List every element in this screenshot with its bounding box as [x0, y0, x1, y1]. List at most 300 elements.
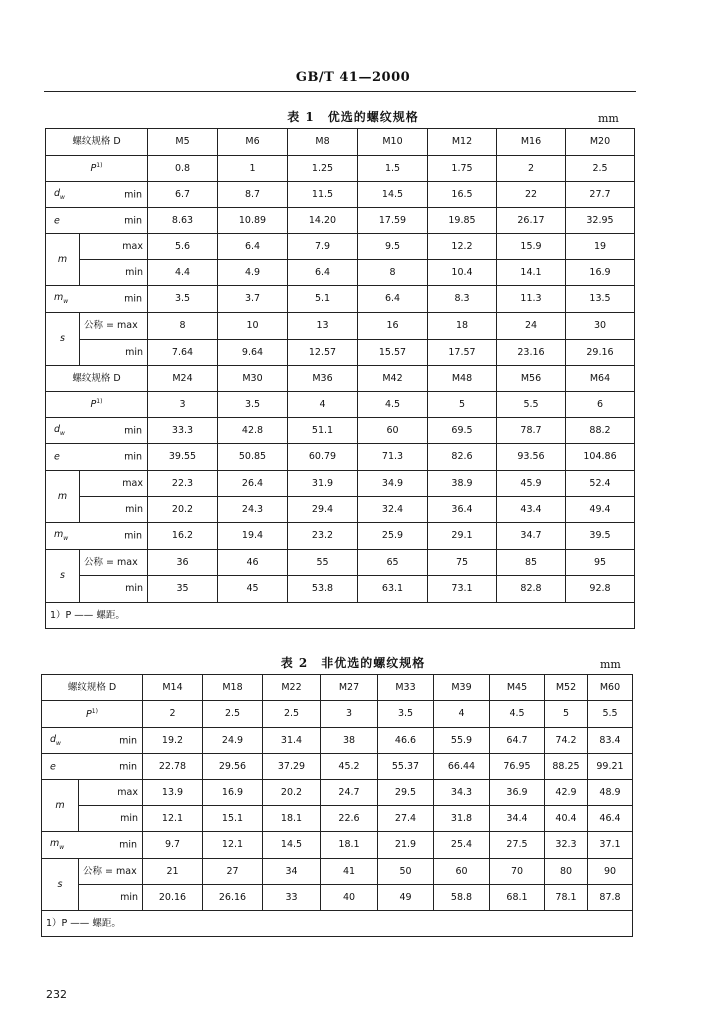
m-max-cell: 22.3: [148, 471, 218, 497]
dw-min-cell: 55.9: [434, 728, 490, 754]
m-label: [46, 234, 80, 286]
s-max-cell: 65: [358, 550, 428, 576]
size-cell: M12: [428, 129, 497, 156]
min-label: min: [119, 734, 137, 746]
size-cell: M64: [566, 366, 635, 392]
e-min-cell: 66.44: [434, 754, 490, 780]
table2: [41, 674, 633, 937]
size-cell: M10: [358, 129, 428, 156]
header-rule: [44, 91, 636, 92]
e-min-cell: 32.95: [566, 208, 635, 234]
dw-min-cell: 42.8: [218, 418, 288, 444]
m-min-cell: 14.1: [497, 260, 566, 286]
thread-spec-label: 螺纹规格 D: [42, 675, 143, 701]
size-cell: M6: [218, 129, 288, 156]
s-min-cell: 53.8: [288, 576, 358, 603]
m-min-cell: 12.1: [143, 806, 203, 832]
s-max-cell: 80: [545, 859, 588, 885]
m-min-cell: 49.4: [566, 497, 635, 523]
table1-unit: mm: [598, 112, 619, 125]
mw-min-cell: 11.3: [497, 286, 566, 313]
dw-symbol: [50, 735, 61, 747]
s-min-row: [42, 885, 633, 911]
dw-min-cell: 83.4: [588, 728, 633, 754]
min-label: min: [80, 497, 148, 523]
s-max-cell: 27: [203, 859, 263, 885]
m-max-cell: 13.9: [143, 780, 203, 806]
m-min-cell: 24.3: [218, 497, 288, 523]
max-label: max: [79, 780, 143, 806]
dw-label: [46, 182, 148, 208]
mw-letter: m: [54, 292, 64, 304]
s-min-cell: 68.1: [490, 885, 545, 911]
dw-min-cell: 60: [358, 418, 428, 444]
table2-title: 表 2 非优选的螺纹规格: [280, 656, 426, 670]
m-max-cell: 48.9: [588, 780, 633, 806]
s-max-cell: 95: [566, 550, 635, 576]
dw-subscript: w: [60, 429, 65, 437]
size-cell: M5: [148, 129, 218, 156]
dw-min-cell: 22: [497, 182, 566, 208]
s-label: [46, 313, 80, 366]
pitch-cell: 5.5: [588, 701, 633, 728]
dw-min-cell: 11.5: [288, 182, 358, 208]
mw-min-cell: 18.1: [321, 832, 378, 859]
s-symbol: s: [60, 333, 65, 345]
m-min-cell: 27.4: [378, 806, 434, 832]
mw-min-cell: 39.5: [566, 523, 635, 550]
dw-min-cell: 69.5: [428, 418, 497, 444]
m-max-cell: 31.9: [288, 471, 358, 497]
s-min-cell: 82.8: [497, 576, 566, 603]
m-symbol: m: [57, 253, 68, 265]
s-max-cell: 21: [143, 859, 203, 885]
mw-symbol: [50, 839, 64, 851]
nominal-max-label: 公称 = max: [80, 550, 148, 576]
pitch-cell: 3.5: [378, 701, 434, 728]
e-min-cell: 26.17: [497, 208, 566, 234]
pitch-cell: 1: [218, 156, 288, 182]
size-cell: M36: [288, 366, 358, 392]
dw-min-cell: 51.1: [288, 418, 358, 444]
mw-min-cell: 6.4: [358, 286, 428, 313]
s-label: [42, 859, 79, 911]
s-max-cell: 75: [428, 550, 497, 576]
m-min-cell: 4.4: [148, 260, 218, 286]
mw-row: [42, 832, 633, 859]
s-max-cell: 85: [497, 550, 566, 576]
dw-subscript: w: [56, 739, 61, 747]
size-cell: M27: [321, 675, 378, 701]
header-row: [46, 366, 635, 392]
dw-symbol: [54, 425, 65, 437]
m-label: [46, 471, 80, 523]
pitch-row: [46, 392, 635, 418]
thread-spec-label: 螺纹规格 D: [46, 366, 148, 392]
size-cell: M16: [497, 129, 566, 156]
mw-min-cell: 25.9: [358, 523, 428, 550]
m-max-cell: 45.9: [497, 471, 566, 497]
s-min-cell: 20.16: [143, 885, 203, 911]
mw-symbol: [54, 530, 68, 542]
s-max-cell: 8: [148, 313, 218, 340]
e-min-cell: 99.21: [588, 754, 633, 780]
m-min-cell: 29.4: [288, 497, 358, 523]
dw-row: [46, 182, 635, 208]
mw-subscript: w: [63, 297, 69, 305]
page-number: 232: [46, 988, 67, 1001]
s-max-cell: 55: [288, 550, 358, 576]
s-min-cell: 63.1: [358, 576, 428, 603]
size-cell: M8: [288, 129, 358, 156]
s-min-cell: 12.57: [288, 340, 358, 366]
s-min-cell: 49: [378, 885, 434, 911]
s-min-cell: 87.8: [588, 885, 633, 911]
e-min-cell: 45.2: [321, 754, 378, 780]
min-label: min: [124, 293, 142, 305]
s-max-cell: 90: [588, 859, 633, 885]
dw-min-cell: 27.7: [566, 182, 635, 208]
size-cell: M33: [378, 675, 434, 701]
mw-min-cell: 3.5: [148, 286, 218, 313]
s-min-cell: 15.57: [358, 340, 428, 366]
min-label: min: [124, 188, 142, 200]
mw-min-cell: 9.7: [143, 832, 203, 859]
size-cell: M56: [497, 366, 566, 392]
pitch-cell: 5: [545, 701, 588, 728]
min-label: min: [79, 806, 143, 832]
standard-header: GB/T 41—2000: [295, 70, 411, 85]
mw-min-cell: 25.4: [434, 832, 490, 859]
s-max-cell: 16: [358, 313, 428, 340]
dw-row: [46, 418, 635, 444]
m-max-cell: 29.5: [378, 780, 434, 806]
m-symbol: m: [55, 799, 65, 811]
s-min-cell: 26.16: [203, 885, 263, 911]
mw-min-cell: 27.5: [490, 832, 545, 859]
table1: [45, 128, 635, 629]
dw-min-cell: 64.7: [490, 728, 545, 754]
e-min-cell: 14.20: [288, 208, 358, 234]
pitch-cell: 4.5: [358, 392, 428, 418]
m-min-cell: 16.9: [566, 260, 635, 286]
e-label: [46, 208, 148, 234]
mw-min-cell: 32.3: [545, 832, 588, 859]
size-cell: M52: [545, 675, 588, 701]
s-symbol: s: [57, 878, 63, 890]
s-min-cell: 45: [218, 576, 288, 603]
dw-label: [42, 728, 143, 754]
mw-min-cell: 23.2: [288, 523, 358, 550]
s-max-row: [46, 550, 635, 576]
dw-letter: d: [50, 733, 57, 745]
pitch-cell: 1.5: [358, 156, 428, 182]
dw-min-cell: 88.2: [566, 418, 635, 444]
m-min-cell: 34.4: [490, 806, 545, 832]
m-max-cell: 19: [566, 234, 635, 260]
e-min-cell: 104.86: [566, 444, 635, 471]
pitch-cell: 2: [143, 701, 203, 728]
dw-min-cell: 14.5: [358, 182, 428, 208]
nominal-max-label: 公称 = max: [79, 859, 143, 885]
footnote: 1）P —— 螺距。: [46, 603, 635, 629]
m-min-row: [46, 497, 635, 523]
max-label: max: [80, 471, 148, 497]
m-min-row: [46, 260, 635, 286]
size-cell: M60: [588, 675, 633, 701]
m-min-cell: 36.4: [428, 497, 497, 523]
size-cell: M30: [218, 366, 288, 392]
m-min-cell: 8: [358, 260, 428, 286]
size-cell: M39: [434, 675, 490, 701]
min-label: min: [80, 576, 148, 603]
min-label: min: [80, 260, 148, 286]
mw-label: [42, 832, 143, 859]
dw-min-cell: 31.4: [263, 728, 321, 754]
m-min-cell: 46.4: [588, 806, 633, 832]
dw-row: [42, 728, 633, 754]
footnote: 1）P —— 螺距。: [42, 911, 633, 937]
e-min-cell: 10.89: [218, 208, 288, 234]
m-max-cell: 9.5: [358, 234, 428, 260]
s-min-cell: 73.1: [428, 576, 497, 603]
s-min-cell: 92.8: [566, 576, 635, 603]
mw-min-cell: 16.2: [148, 523, 218, 550]
dw-min-cell: 74.2: [545, 728, 588, 754]
pitch-cell: 4: [434, 701, 490, 728]
m-min-cell: 31.8: [434, 806, 490, 832]
s-min-cell: 9.64: [218, 340, 288, 366]
pitch-cell: 2.5: [203, 701, 263, 728]
e-min-cell: 39.55: [148, 444, 218, 471]
pitch-label: [42, 701, 143, 728]
m-symbol: m: [57, 490, 68, 502]
pitch-footnote-mark: 1): [96, 398, 103, 406]
dw-letter: d: [54, 187, 61, 199]
min-label: min: [80, 340, 148, 366]
s-min-row: [46, 576, 635, 603]
header-row: [42, 675, 633, 701]
mw-symbol: [54, 293, 68, 305]
s-min-cell: 29.16: [566, 340, 635, 366]
pitch-cell: 4: [288, 392, 358, 418]
e-row: [46, 444, 635, 471]
dw-letter: d: [54, 423, 61, 435]
mw-min-cell: 19.4: [218, 523, 288, 550]
s-max-cell: 24: [497, 313, 566, 340]
m-min-cell: 15.1: [203, 806, 263, 832]
e-min-cell: 37.29: [263, 754, 321, 780]
mw-min-cell: 37.1: [588, 832, 633, 859]
dw-min-cell: 19.2: [143, 728, 203, 754]
s-min-cell: 40: [321, 885, 378, 911]
dw-label: [46, 418, 148, 444]
mw-min-cell: 8.3: [428, 286, 497, 313]
m-max-cell: 20.2: [263, 780, 321, 806]
s-min-cell: 78.1: [545, 885, 588, 911]
pitch-cell: 5.5: [497, 392, 566, 418]
footnote-row: [42, 911, 633, 937]
dw-min-cell: 6.7: [148, 182, 218, 208]
m-max-row: [42, 780, 633, 806]
dw-symbol: [54, 189, 65, 201]
dw-min-cell: 8.7: [218, 182, 288, 208]
m-max-cell: 26.4: [218, 471, 288, 497]
mw-min-cell: 12.1: [203, 832, 263, 859]
e-symbol: e: [50, 760, 56, 772]
m-max-cell: 34.3: [434, 780, 490, 806]
e-label: [46, 444, 148, 471]
s-min-cell: 35: [148, 576, 218, 603]
dw-min-cell: 46.6: [378, 728, 434, 754]
e-min-cell: 29.56: [203, 754, 263, 780]
s-max-cell: 50: [378, 859, 434, 885]
e-min-cell: 76.95: [490, 754, 545, 780]
m-max-cell: 7.9: [288, 234, 358, 260]
e-min-cell: 22.78: [143, 754, 203, 780]
s-max-cell: 60: [434, 859, 490, 885]
min-label: min: [124, 530, 142, 542]
min-label: min: [79, 885, 143, 911]
m-max-cell: 52.4: [566, 471, 635, 497]
m-max-cell: 15.9: [497, 234, 566, 260]
pitch-cell: 6: [566, 392, 635, 418]
min-label: min: [119, 760, 137, 772]
s-max-row: [42, 859, 633, 885]
mw-letter: m: [50, 838, 60, 850]
e-min-cell: 8.63: [148, 208, 218, 234]
dw-min-cell: 24.9: [203, 728, 263, 754]
e-min-cell: 60.79: [288, 444, 358, 471]
e-min-cell: 82.6: [428, 444, 497, 471]
e-min-cell: 71.3: [358, 444, 428, 471]
dw-subscript: w: [60, 193, 65, 201]
m-max-cell: 6.4: [218, 234, 288, 260]
s-min-cell: 17.57: [428, 340, 497, 366]
min-label: min: [124, 451, 142, 463]
e-min-cell: 88.25: [545, 754, 588, 780]
min-label: min: [119, 839, 137, 851]
m-min-cell: 4.9: [218, 260, 288, 286]
m-max-cell: 34.9: [358, 471, 428, 497]
pitch-symbol: P: [90, 399, 97, 411]
m-max-row: [46, 234, 635, 260]
s-max-cell: 36: [148, 550, 218, 576]
m-max-cell: 5.6: [148, 234, 218, 260]
thread-spec-label: 螺纹规格 D: [46, 129, 148, 156]
s-min-cell: 7.64: [148, 340, 218, 366]
s-min-cell: 33: [263, 885, 321, 911]
size-cell: M24: [148, 366, 218, 392]
pitch-cell: 3: [321, 701, 378, 728]
size-cell: M14: [143, 675, 203, 701]
dw-min-cell: 38: [321, 728, 378, 754]
m-label: [42, 780, 79, 832]
s-max-row: [46, 313, 635, 340]
m-min-cell: 18.1: [263, 806, 321, 832]
pitch-cell: 3: [148, 392, 218, 418]
pitch-symbol: P: [90, 163, 97, 175]
pitch-cell: 2.5: [566, 156, 635, 182]
mw-min-cell: 13.5: [566, 286, 635, 313]
s-label: [46, 550, 80, 603]
mw-min-cell: 14.5: [263, 832, 321, 859]
e-row: [46, 208, 635, 234]
m-min-cell: 32.4: [358, 497, 428, 523]
mw-min-cell: 21.9: [378, 832, 434, 859]
m-min-cell: 20.2: [148, 497, 218, 523]
m-max-cell: 42.9: [545, 780, 588, 806]
mw-label: [46, 523, 148, 550]
pitch-footnote-mark: 1): [91, 707, 98, 715]
size-cell: M45: [490, 675, 545, 701]
e-symbol: e: [54, 451, 60, 463]
e-label: [42, 754, 143, 780]
e-min-cell: 17.59: [358, 208, 428, 234]
pitch-row: [42, 701, 633, 728]
m-max-cell: 24.7: [321, 780, 378, 806]
e-symbol: e: [54, 214, 60, 226]
dw-min-cell: 33.3: [148, 418, 218, 444]
pitch-label: [46, 392, 148, 418]
s-max-cell: 10: [218, 313, 288, 340]
mw-subscript: w: [59, 843, 65, 851]
e-min-cell: 50.85: [218, 444, 288, 471]
mw-min-cell: 34.7: [497, 523, 566, 550]
s-min-cell: 23.16: [497, 340, 566, 366]
s-max-cell: 30: [566, 313, 635, 340]
pitch-cell: 5: [428, 392, 497, 418]
pitch-symbol: P: [86, 708, 92, 720]
mw-min-cell: 5.1: [288, 286, 358, 313]
footnote-row: [46, 603, 635, 629]
e-min-cell: 55.37: [378, 754, 434, 780]
s-min-row: [46, 340, 635, 366]
m-min-cell: 6.4: [288, 260, 358, 286]
mw-subscript: w: [63, 534, 69, 542]
pitch-cell: 2: [497, 156, 566, 182]
s-max-cell: 41: [321, 859, 378, 885]
e-row: [42, 754, 633, 780]
s-max-cell: 70: [490, 859, 545, 885]
nominal-max-label: 公称 = max: [80, 313, 148, 340]
pitch-cell: 2.5: [263, 701, 321, 728]
s-max-cell: 46: [218, 550, 288, 576]
m-max-cell: 12.2: [428, 234, 497, 260]
mw-row: [46, 286, 635, 313]
m-min-cell: 43.4: [497, 497, 566, 523]
pitch-footnote-mark: 1): [96, 162, 103, 170]
s-max-cell: 18: [428, 313, 497, 340]
dw-min-cell: 16.5: [428, 182, 497, 208]
s-symbol: s: [60, 570, 65, 582]
size-cell: M20: [566, 129, 635, 156]
m-min-cell: 22.6: [321, 806, 378, 832]
table1-title: 表 1 优选的螺纹规格: [287, 110, 419, 124]
s-min-cell: 58.8: [434, 885, 490, 911]
pitch-cell: 1.75: [428, 156, 497, 182]
dw-min-cell: 78.7: [497, 418, 566, 444]
m-max-cell: 36.9: [490, 780, 545, 806]
pitch-label: [46, 156, 148, 182]
size-cell: M18: [203, 675, 263, 701]
size-cell: M22: [263, 675, 321, 701]
mw-min-cell: 3.7: [218, 286, 288, 313]
m-min-cell: 10.4: [428, 260, 497, 286]
m-min-row: [42, 806, 633, 832]
header-row: [46, 129, 635, 156]
e-min-cell: 19.85: [428, 208, 497, 234]
